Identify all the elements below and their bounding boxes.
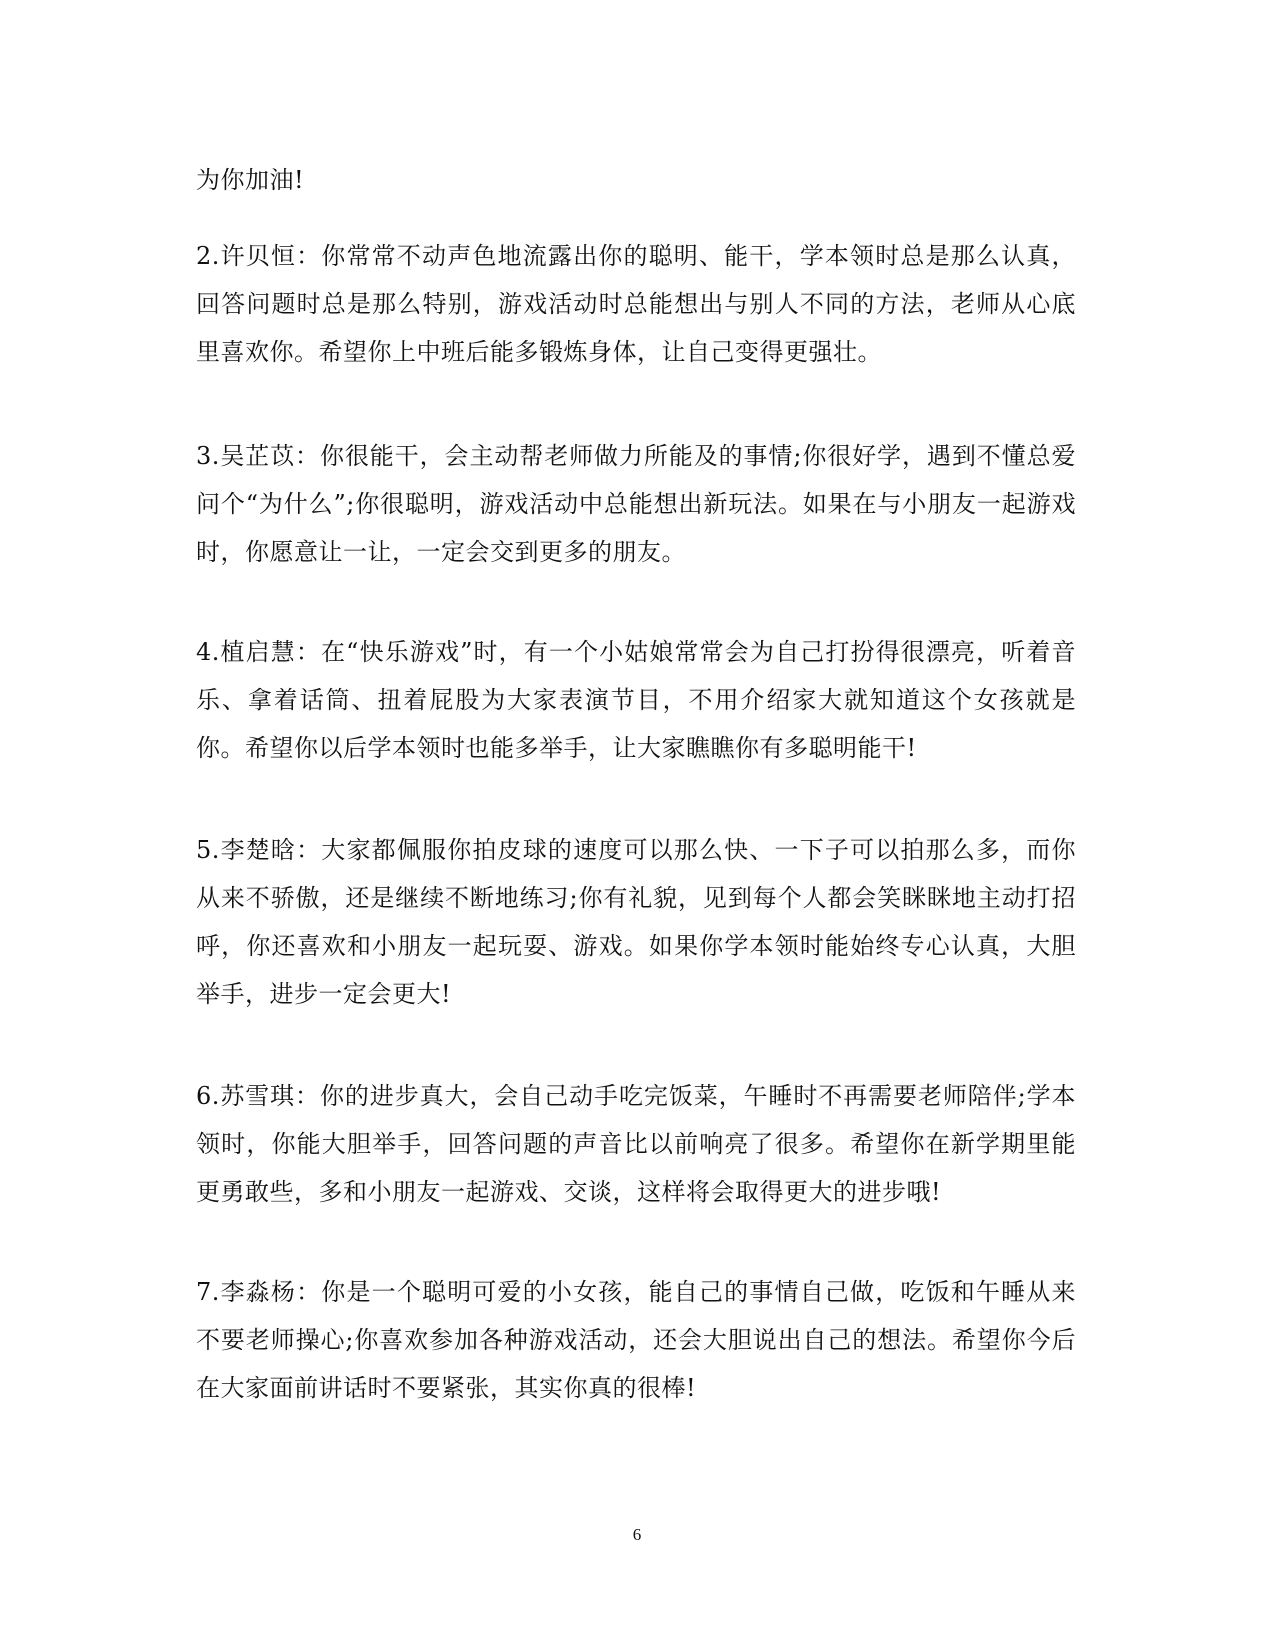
paragraph-comment-2: 2.许贝恒：你常常不动声色地流露出你的聪明、能干，学本领时总是那么认真，回答问题时总是那么特别，游戏活动时总能想出与别人不同的方法，老师从心底里喜欢你。希望你上中班后能多锻炼身体，让自己变得更强壮。 <box>196 242 1076 366</box>
paragraph-continuation: 为你加油! <box>196 166 305 194</box>
paragraph-comment-7: 7.李淼杨：你是一个聪明可爱的小女孩，能自己的事情自己做，吃饭和午睡从来不要老师操心;你喜欢参加各种游戏活动，还会大胆说出自己的想法。希望你今后在大家面前讲话时不要紧张，其实你真的很棒! <box>196 1278 1076 1402</box>
paragraph-comment-6: 6.苏雪琪：你的进步真大，会自己动手吃完饭菜，午睡时不再需要老师陪伴;学本领时，你能大胆举手，回答问题的声音比以前响亮了很多。希望你在新学期里能更勇敢些，多和小朋友一起游戏、交谈，这样将会取得更大的进步哦! <box>196 1082 1076 1206</box>
paragraph-comment-4: 4.植启慧：在“快乐游戏”时，有一个小姑娘常常会为自己打扮得很漂亮，听着音乐、拿着话筒、扭着屁股为大家表演节目，不用介绍家大就知道这个女孩就是你。希望你以后学本领时也能多举手，让大家瞧瞧你有多聪明能干! <box>196 638 1076 762</box>
page-number: 6 <box>632 1525 642 1544</box>
paragraph-comment-3: 3.吴芷苡：你很能干，会主动帮老师做力所能及的事情;你很好学，遇到不懂总爱问个“为什么”;你很聪明，游戏活动中总能想出新玩法。如果在与小朋友一起游戏时，你愿意让一让，一定会交到更多的朋友。 <box>196 442 1076 566</box>
paragraph-comment-5: 5.李楚晗：大家都佩服你拍皮球的速度可以那么快、一下子可以拍那么多，而你从来不骄傲，还是继续不断地练习;你有礼貌，见到每个人都会笑眯眯地主动打招呼，你还喜欢和小朋友一起玩耍、游戏。如果你学本领时能始终专心认真，大胆举手，进步一定会更大! <box>196 836 1076 1008</box>
